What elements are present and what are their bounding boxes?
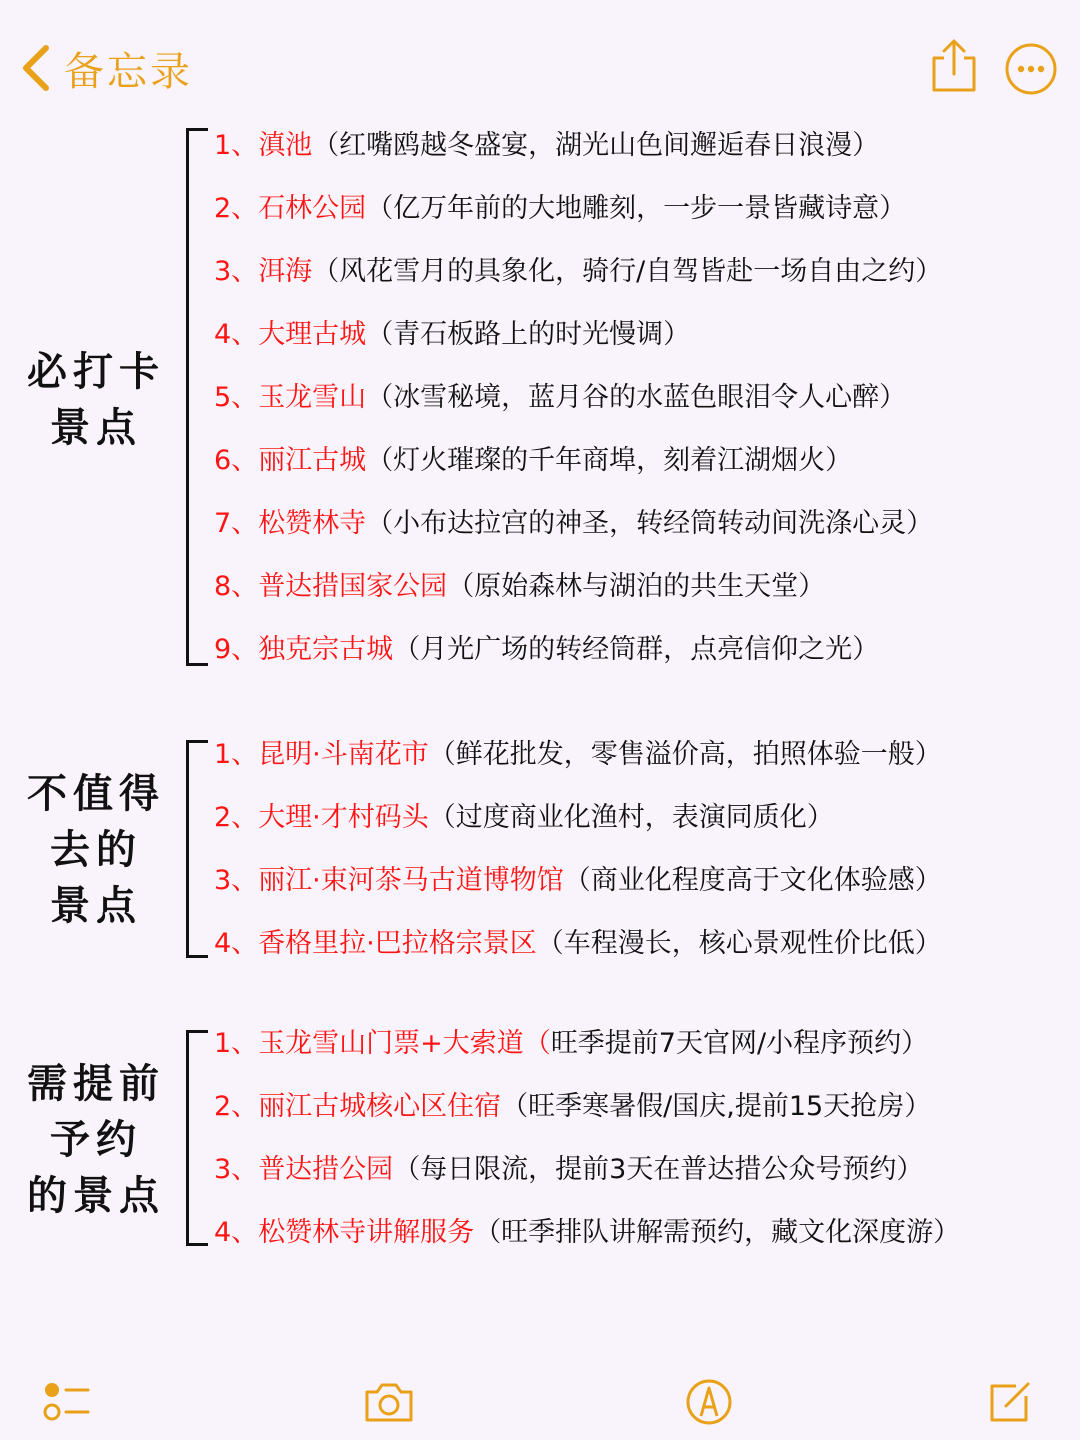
bracket	[186, 128, 208, 666]
section-title	[18, 766, 174, 934]
list-item: 7、松赞林寺（小布达拉宫的神圣，转经筒转动间洗涤心灵）	[214, 508, 934, 539]
section-title-line: 不值得	[27, 771, 165, 817]
checklist-icon	[38, 1374, 98, 1430]
list-item: 5、玉龙雪山（冰雪秘境，蓝月谷的水蓝色眼泪令人心醉）	[214, 382, 907, 413]
section-title-line: 景点	[50, 883, 142, 929]
list-item: 3、丽江·束河茶马古道博物馆（商业化程度高于文化体验感）	[214, 865, 942, 896]
section-title-line: 必打卡	[27, 349, 165, 395]
more-button[interactable]	[1004, 42, 1058, 96]
list-item: 2、石林公园（亿万年前的大地雕刻，一步一景皆藏诗意）	[214, 193, 907, 224]
section-title-line: 去的	[50, 827, 142, 873]
list-item: 3、普达措公园（每日限流，提前3天在普达措公众号预约）	[214, 1154, 924, 1185]
share-button[interactable]	[928, 38, 980, 94]
list-item: 2、大理·才村码头（过度商业化渔村，表演同质化）	[214, 802, 834, 833]
section-title	[18, 1056, 174, 1224]
camera-button[interactable]	[359, 1374, 419, 1430]
bottom-toolbar	[0, 1360, 1080, 1440]
share-icon	[928, 38, 980, 94]
list-item: 1、滇池（红嘴鸥越冬盛宴，湖光山色间邂逅春日浪漫）	[214, 130, 880, 161]
markup-icon	[679, 1374, 739, 1430]
section-title-line: 需提前	[27, 1061, 165, 1107]
section-title-line: 的景点	[27, 1173, 165, 1219]
more-icon	[1004, 42, 1058, 96]
compose-button[interactable]	[982, 1374, 1042, 1430]
list-item: 3、洱海（风花雪月的具象化，骑行/自驾皆赴一场自由之约）	[214, 256, 943, 287]
markup-button[interactable]	[679, 1374, 739, 1430]
section-title-line: 予约	[50, 1117, 142, 1163]
list-item: 4、香格里拉·巴拉格宗景区（车程漫长，核心景观性价比低）	[214, 928, 942, 959]
section-title	[18, 344, 174, 456]
list-item: 9、独克宗古城（月光广场的转经筒群，点亮信仰之光）	[214, 634, 880, 665]
list-item: 8、普达措国家公园（原始森林与湖泊的共生天堂）	[214, 571, 826, 602]
back-label: 备忘录	[64, 48, 193, 95]
compose-icon	[982, 1374, 1042, 1430]
camera-icon	[359, 1374, 419, 1430]
list-item: 6、丽江古城（灯火璀璨的千年商埠，刻着江湖烟火）	[214, 445, 853, 476]
section-title-line: 景点	[50, 405, 142, 451]
list-item: 1、昆明·斗南花市（鲜花批发，零售溢价高，拍照体验一般）	[214, 739, 942, 770]
bracket	[186, 740, 208, 958]
chevron-left-icon	[18, 42, 52, 94]
nav-bar	[0, 0, 1080, 130]
checklist-button[interactable]	[38, 1374, 98, 1430]
list-item: 2、丽江古城核心区住宿（旺季寒暑假/国庆,提前15天抢房）	[214, 1091, 932, 1122]
list-item: 4、大理古城（青石板路上的时光慢调）	[214, 319, 691, 350]
back-button[interactable]	[18, 38, 193, 98]
list-item: 4、松赞林寺讲解服务（旺季排队讲解需预约，藏文化深度游）	[214, 1217, 961, 1248]
list-item: 1、玉龙雪山门票+大索道（旺季提前7天官网/小程序预约）	[214, 1028, 929, 1059]
bracket	[186, 1030, 208, 1246]
